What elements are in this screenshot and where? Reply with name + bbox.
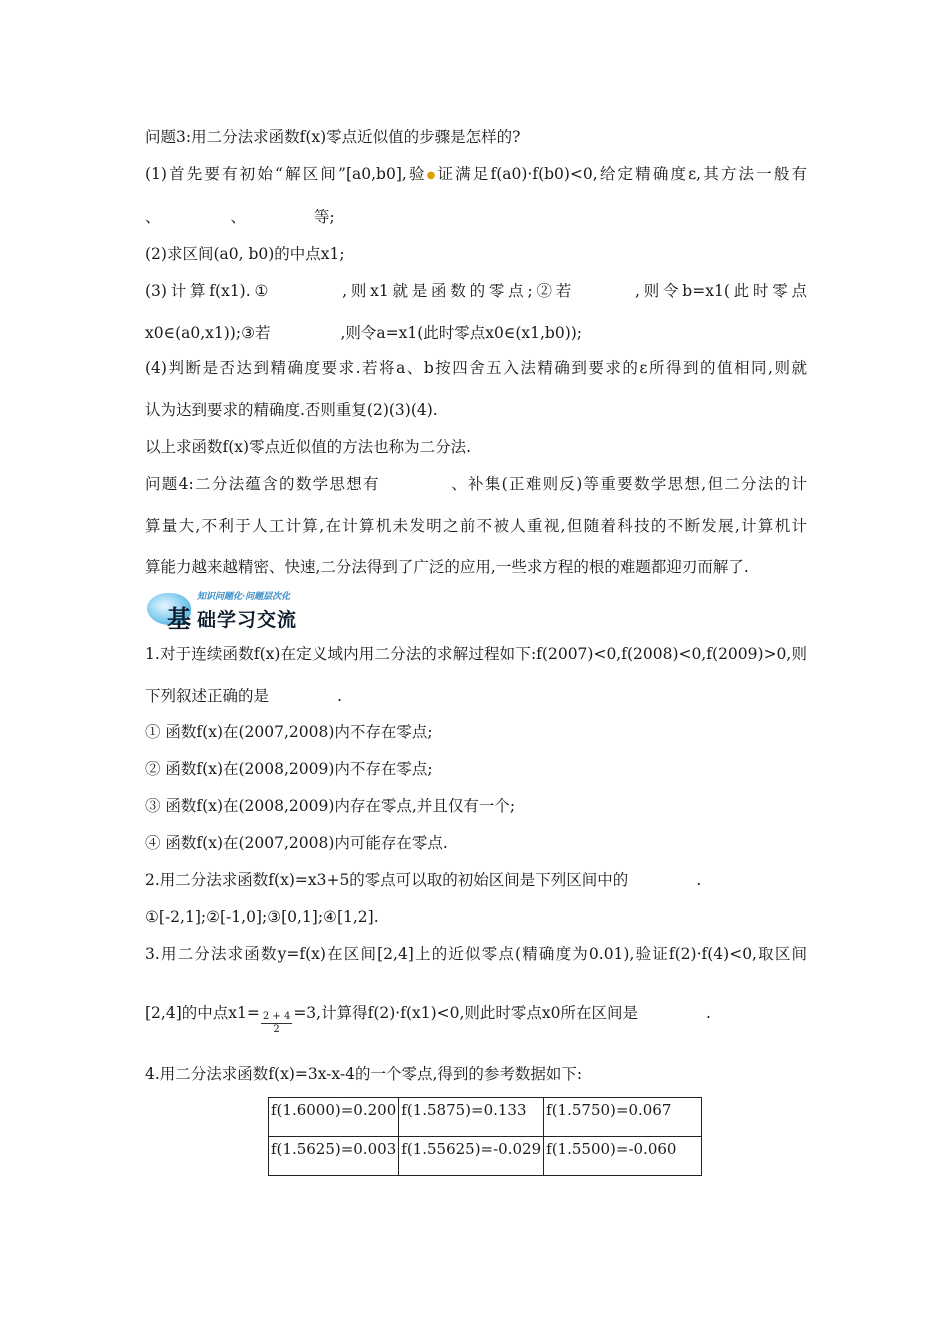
- ex2-stem-end: .: [696, 871, 702, 889]
- q3-step1-line1: [145, 163, 807, 187]
- ex3-part-b: =3,计算得f(2)·f(x1)<0,则此时零点x0所在区间是: [293, 1004, 639, 1022]
- q3-summary: 以上求函数f(x)零点近似值的方法也称为二分法.: [145, 438, 472, 456]
- ex1-stem-line1: 1.对于连续函数f(x)在定义域内用二分法的求解过程如下:f(2007)<0,f(2008)<0,f(2009)>0,则: [145, 645, 807, 663]
- table-cell: f(1.5875)=0.133: [399, 1098, 544, 1137]
- fraction-denominator: 2: [273, 1024, 280, 1035]
- q3-step3-part-5: ,则令a=x1(此时零点x0∈(x1,b0));: [340, 324, 583, 342]
- table-cell: f(1.55625)=-0.029: [399, 1137, 544, 1176]
- q3-step4-line1: (4)判断是否达到精确度要求.若将a、b按四舍五入法精确到要求的ε所得到的值相同,则就: [145, 359, 807, 377]
- ex2-stem-text: 2.用二分法求函数f(x)=x3+5的零点可以取的初始区间是下列区间中的: [145, 871, 629, 889]
- reference-data-table: [268, 1097, 702, 1176]
- q4-line2: 算量大,不利于人工计算,在计算机未发明之前不被人重视,但随着科技的不断发展,计算机计: [145, 517, 807, 535]
- dot-mark: ●: [426, 170, 438, 181]
- blank-sep-1: 、: [145, 208, 161, 226]
- blank-sep-3: 等;: [314, 208, 335, 226]
- q3-title: 问题3:用二分法求函数f(x)零点近似值的步骤是怎样的?: [145, 128, 521, 146]
- table-cell: f(1.5500)=-0.060: [544, 1137, 702, 1176]
- ex4-stem: 4.用二分法求函数f(x)=3x-x-4的一个零点,得到的参考数据如下:: [145, 1065, 583, 1083]
- table-row: [269, 1137, 702, 1176]
- ex2-options: ①[-2,1];②[-1,0];③[0,1];④[1,2].: [145, 908, 379, 926]
- banner-subtitle: 知识问题化·问题层次化: [197, 592, 291, 602]
- table-cell: f(1.6000)=0.200: [269, 1098, 399, 1137]
- q3-step3-part-1: (3)计算f(x1).①: [145, 282, 273, 300]
- q3-step3-line1: [145, 280, 807, 302]
- ex1-option-2: ② 函数f(x)在(2008,2009)内不存在零点;: [145, 760, 433, 778]
- table-row: [269, 1098, 702, 1137]
- q4-line3: 算能力越来越精密、快速,二分法得到了广泛的应用,一些求方程的根的难题都迎刃而解了.: [145, 558, 749, 576]
- ex1-option-1: ① 函数f(x)在(2007,2008)内不存在零点;: [145, 723, 433, 741]
- banner-first-char: 基: [167, 605, 191, 633]
- q4-part-a: 问题4:二分法蕴含的数学思想有: [145, 475, 380, 493]
- q3-step4-line2: 认为达到要求的精确度.否则重复(2)(3)(4).: [145, 401, 438, 419]
- q4-part-b: 、补集(正难则反)等重要数学思想,但二分法的计: [449, 475, 807, 493]
- q4-line1: [145, 473, 807, 495]
- ex2-stem: [145, 869, 807, 891]
- q3-step3-part-4: x0∈(a0,x1));③若: [145, 324, 271, 342]
- q3-step1-part-a: (1)首先要有初始“解区间”[a0,b0],验: [145, 165, 427, 183]
- table-cell: f(1.5625)=0.003: [269, 1137, 399, 1176]
- section-banner: [145, 585, 345, 633]
- q3-step3-part-2: ,则x1就是函数的零点;②若: [342, 282, 576, 300]
- ex3-part-c: .: [706, 1004, 711, 1022]
- banner-title: 础学习交流: [197, 609, 298, 631]
- ex3-part-a: [2,4]的中点x1=: [145, 1004, 260, 1022]
- q3-step1-line2: [145, 206, 807, 228]
- q3-step1-part-b: 证满足f(a0)·f(b0)<0,给定精确度ε,其方法一般有: [437, 165, 808, 183]
- q3-step2: (2)求区间(a0, b0)的中点x1;: [145, 245, 345, 263]
- table-cell: f(1.5750)=0.067: [544, 1098, 702, 1137]
- ex1-stem-text: 下列叙述正确的是: [145, 687, 270, 705]
- ex3-stem-line2: [145, 1002, 807, 1036]
- blank-sep-2: 、: [230, 208, 247, 226]
- q3-step3-part-3: ,则令b=x1(此时零点: [635, 282, 807, 300]
- q3-step3-line2: [145, 322, 807, 344]
- ex1-stem-end: .: [337, 687, 342, 705]
- ex1-stem-line2: [145, 685, 807, 707]
- fraction: [261, 1011, 292, 1036]
- ex1-option-3: ③ 函数f(x)在(2008,2009)内存在零点,并且仅有一个;: [145, 797, 516, 815]
- ex1-option-4: ④ 函数f(x)在(2007,2008)内可能存在零点.: [145, 834, 448, 852]
- fraction-numerator: 2 + 4: [262, 1011, 291, 1022]
- ex3-stem-line1: 3.用二分法求函数y=f(x)在区间[2,4]上的近似零点(精确度为0.01),验证f(2)·f(4)<0,取区间: [145, 945, 807, 963]
